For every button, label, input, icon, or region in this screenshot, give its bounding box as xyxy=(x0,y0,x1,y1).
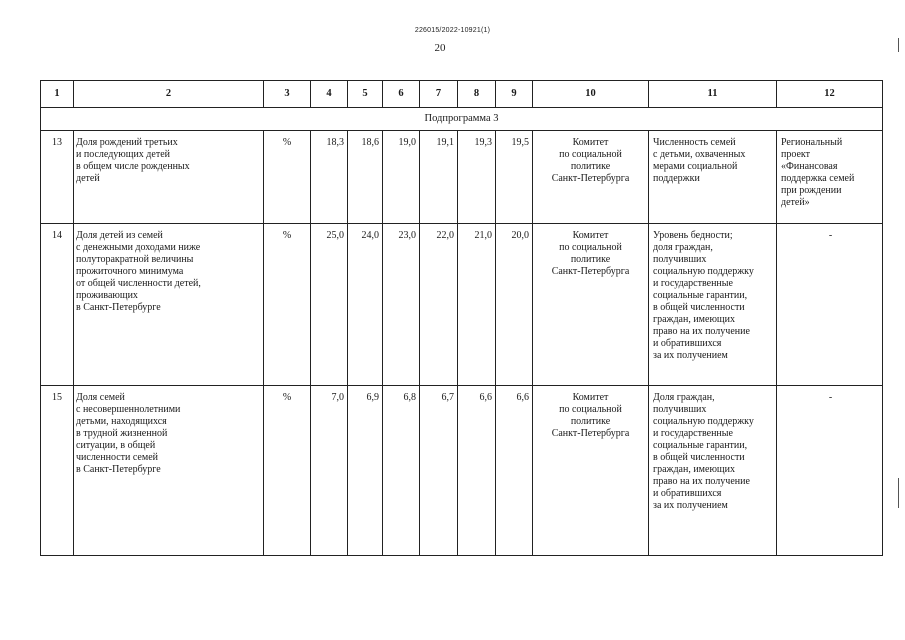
value-cell: 19,0 xyxy=(383,131,420,224)
value-cell: 6,6 xyxy=(458,386,496,556)
project-text: - xyxy=(828,392,833,403)
value-cell: 24,0 xyxy=(348,224,383,386)
header-cell: 9 xyxy=(496,81,533,108)
row-number: 14 xyxy=(41,224,74,386)
indicator-name xyxy=(74,386,264,556)
value-cell: 19,3 xyxy=(458,131,496,224)
row-number: 15 xyxy=(41,386,74,556)
header-cell: 10 xyxy=(533,81,649,108)
header-cell: 8 xyxy=(458,81,496,108)
value-cell: 22,0 xyxy=(420,224,458,386)
value-cell: 7,0 xyxy=(311,386,348,556)
table-row xyxy=(41,224,883,386)
value-cell: 6,9 xyxy=(348,386,383,556)
unit-cell: % xyxy=(264,131,311,224)
subprogram-title: Подпрограмма 3 xyxy=(41,108,883,131)
header-cell: 4 xyxy=(311,81,348,108)
header-cell: 11 xyxy=(649,81,777,108)
indicator-name xyxy=(74,224,264,386)
value-cell: 25,0 xyxy=(311,224,348,386)
scan-edge-mark-bottom xyxy=(898,478,899,508)
column-number-header-row xyxy=(41,81,883,108)
indicator-name xyxy=(74,131,264,224)
related-indicator-cell xyxy=(649,224,777,386)
project-cell xyxy=(777,224,883,386)
indicator-name-text: Доля детей из семей с денежными доходами ниже полуторакратной величины прожиточного минимума от общей численности детей, проживающих в Санкт-Петербурге xyxy=(76,230,201,313)
subprogram-row xyxy=(41,108,883,131)
unit-cell: % xyxy=(264,386,311,556)
header-cell: 7 xyxy=(420,81,458,108)
scan-edge-mark-top xyxy=(898,38,899,52)
header-cell: 12 xyxy=(777,81,883,108)
project-text: Региональный проект «Финансовая поддержка семей при рождении детей» xyxy=(781,137,855,208)
indicators-table xyxy=(40,80,883,556)
responsible-text: Комитет по социальной политике Санкт-Петербурга xyxy=(551,392,630,439)
value-cell: 6,6 xyxy=(496,386,533,556)
indicator-name-text: Доля семей с несовершеннолетними детьми, находящихся в трудной жизненной ситуации, в общей численности семей в Санкт-Петербурге xyxy=(76,392,181,475)
responsible-text: Комитет по социальной политике Санкт-Петербурга xyxy=(551,137,630,184)
value-cell: 20,0 xyxy=(496,224,533,386)
related-indicator-text: Доля граждан, получивших социальную поддержку и государственные социальные гарантии, в общей численности граждан, имеющих право на их получение и обратившихся за их получением xyxy=(653,392,754,511)
value-cell: 21,0 xyxy=(458,224,496,386)
value-cell: 19,1 xyxy=(420,131,458,224)
related-indicator-cell xyxy=(649,386,777,556)
page-number: 20 xyxy=(434,42,446,54)
header-cell: 5 xyxy=(348,81,383,108)
related-indicator-text: Уровень бедности; доля граждан, получивших социальную поддержку и государственные социальные гарантии, в общей численности граждан, имеющих право на их получение и обратившихся за их получением xyxy=(653,230,754,361)
value-cell: 18,3 xyxy=(311,131,348,224)
header-cell: 2 xyxy=(74,81,264,108)
responsible-cell xyxy=(533,131,649,224)
indicator-name-text: Доля рождений третьих и последующих детей в общем числе рожденных детей xyxy=(76,137,190,184)
value-cell: 6,7 xyxy=(420,386,458,556)
table-row xyxy=(41,386,883,556)
project-cell xyxy=(777,386,883,556)
project-text: - xyxy=(828,230,833,241)
value-cell: 6,8 xyxy=(383,386,420,556)
responsible-cell xyxy=(533,386,649,556)
related-indicator-text: Численность семей с детьми, охваченных мерами социальной поддержки xyxy=(653,137,746,184)
unit-cell: % xyxy=(264,224,311,386)
related-indicator-cell xyxy=(649,131,777,224)
value-cell: 18,6 xyxy=(348,131,383,224)
table-row xyxy=(41,131,883,224)
value-cell: 19,5 xyxy=(496,131,533,224)
project-cell xyxy=(777,131,883,224)
header-cell: 3 xyxy=(264,81,311,108)
value-cell: 23,0 xyxy=(383,224,420,386)
document-id: 226015/2022-10921(1) xyxy=(414,27,491,34)
header-cell: 6 xyxy=(383,81,420,108)
responsible-cell xyxy=(533,224,649,386)
responsible-text: Комитет по социальной политике Санкт-Петербурга xyxy=(551,230,630,277)
row-number: 13 xyxy=(41,131,74,224)
header-cell: 1 xyxy=(41,81,74,108)
